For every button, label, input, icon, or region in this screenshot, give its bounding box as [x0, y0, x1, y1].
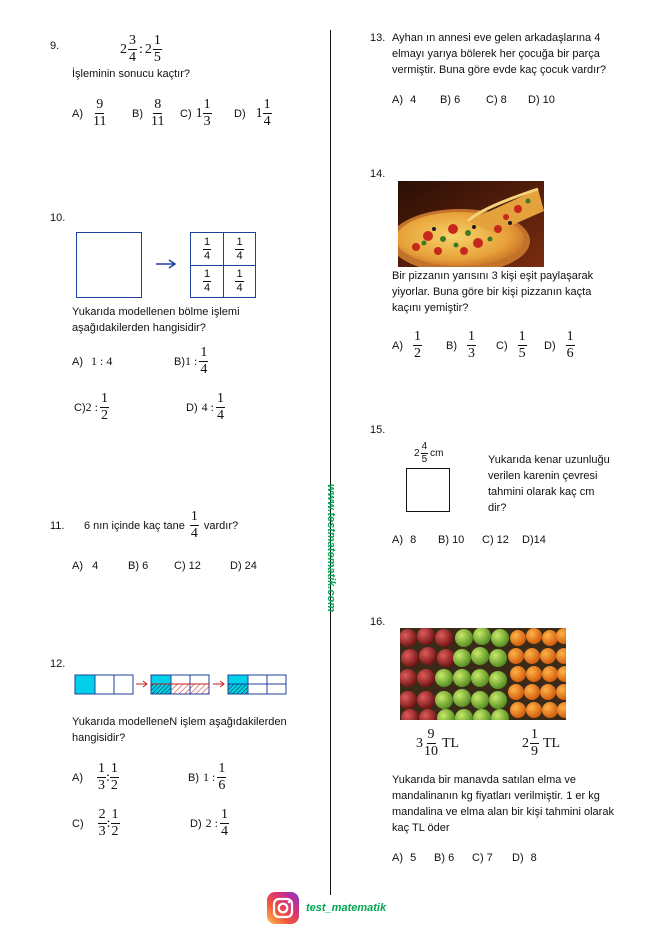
denominator: 3 [468, 346, 475, 361]
option-label: D) [234, 107, 246, 120]
option-label: B) [438, 534, 449, 546]
option-a[interactable] [72, 560, 98, 572]
numerator: 1 [100, 391, 108, 406]
option-label: A) [72, 107, 83, 120]
question-number: 9. [50, 40, 60, 52]
column-divider [330, 30, 331, 895]
option-c[interactable] [496, 330, 527, 361]
option-d[interactable] [512, 852, 537, 864]
option-label: A) [392, 339, 403, 352]
denominator: 6 [566, 346, 574, 361]
question-text-line2: yiyorlar. Buna göre bir kişi pizzanın kaçta [392, 286, 592, 298]
option-d[interactable] [190, 808, 229, 839]
question-text-line3: tahmini olarak kaç cm [488, 486, 595, 498]
option-label: C) [472, 852, 484, 864]
whole: 2 [120, 41, 127, 57]
option-value: 8 [410, 534, 417, 546]
question-text-line1: Yukarıda kenar uzunluğu [488, 454, 610, 466]
option-label: D) [544, 339, 556, 352]
option-value: 6 [142, 560, 149, 572]
numerator: 1 [566, 329, 574, 344]
fruits-image [400, 628, 566, 720]
denominator: 9 [531, 744, 538, 759]
option-d[interactable] [230, 560, 257, 572]
option-label: B) [128, 560, 139, 572]
denominator: 4 [216, 408, 224, 423]
instagram-icon[interactable] [266, 891, 300, 925]
denominator: 10 [424, 744, 438, 759]
option-value: 5 [410, 852, 417, 864]
numerator: 1 [110, 761, 118, 776]
whole: 3 [416, 735, 423, 751]
numerator: 1 [236, 235, 243, 248]
question-text-line3: vermiştir. Buna göre evde kaç çocuk vardır? [392, 64, 606, 76]
denominator: 4 [200, 362, 208, 377]
denominator: 11 [151, 114, 165, 129]
instagram-handle[interactable]: test_matematik [306, 902, 387, 914]
option-b[interactable] [174, 346, 208, 377]
option-label: A) [392, 534, 403, 546]
question-16 [370, 614, 660, 874]
option-value: 24 [244, 560, 257, 572]
option-d[interactable] [528, 94, 555, 106]
numerator: 8 [154, 97, 162, 112]
option-label: B) [188, 771, 199, 784]
option-prefix: 4 : [201, 400, 214, 414]
question-text-line2: hangisidir? [72, 732, 126, 744]
option-label: A) [72, 560, 83, 572]
option-a[interactable] [392, 852, 416, 864]
denominator: 3 [98, 778, 105, 793]
option-b[interactable] [434, 852, 454, 864]
denominator: 6 [218, 778, 226, 793]
numerator: 9 [427, 727, 435, 742]
question-text-line2: elmayı yarıya bölerek her çocuğa bir parça [392, 48, 600, 60]
denominator: 5 [153, 50, 161, 65]
whole: 2 [144, 41, 152, 57]
whole: 2 [414, 448, 420, 459]
numerator: 1 [218, 761, 226, 776]
mandarin-price [522, 728, 560, 759]
numerator: 4 [421, 441, 428, 452]
option-value: 10 [542, 94, 555, 106]
numerator: 1 [111, 807, 119, 822]
option-label: C) [180, 107, 192, 120]
option-c[interactable] [180, 98, 212, 129]
numerator: 1 [190, 509, 198, 524]
option-c[interactable] [472, 852, 493, 864]
operator: : [139, 41, 143, 57]
numerator: 1 [518, 329, 526, 344]
option-value: 12 [496, 534, 509, 546]
option-c[interactable] [482, 534, 509, 546]
numerator: 1 [203, 268, 211, 280]
denominator: 4 [203, 282, 211, 294]
option-b[interactable] [438, 534, 464, 546]
option-b[interactable] [440, 94, 460, 106]
option-label: B) [132, 107, 143, 120]
option-value: 6 [454, 94, 461, 106]
option-label: D) [186, 401, 198, 414]
numerator: 1 [414, 329, 421, 344]
option-label: B) [440, 94, 451, 106]
option-label: A) [392, 94, 403, 106]
option-value: 4 [410, 94, 417, 106]
option-prefix: 2 : [205, 816, 218, 830]
option-label: B) [434, 852, 445, 864]
option-value: 10 [452, 534, 465, 546]
question-number: 15. [370, 424, 386, 436]
option-value: 8 [530, 852, 537, 864]
operator: : [106, 769, 110, 785]
denominator: 4 [263, 114, 271, 129]
option-b[interactable] [128, 560, 148, 572]
grid-cell [223, 232, 256, 266]
side-length-label [414, 442, 443, 465]
denominator: 4 [220, 824, 228, 839]
question-text-line1: Yukarıda modelleneN işlem aşağıdakilerden [72, 716, 287, 728]
numerator: 3 [129, 33, 136, 48]
operator: : [106, 815, 111, 831]
question-text-line4: dir? [488, 502, 507, 514]
question-15 [370, 424, 660, 554]
option-label: D) [230, 560, 242, 572]
arrow-icon [154, 258, 178, 270]
numerator: 9 [96, 97, 104, 112]
option-label: D) [190, 817, 202, 830]
question-text-line1: Yukarıda modellenen bölme işlemi [72, 306, 240, 318]
option-a[interactable] [72, 98, 106, 129]
question-number: 14. [370, 168, 386, 180]
question-text-line2: verilen karenin çevresi [488, 470, 598, 482]
option-label: A) [72, 771, 83, 784]
denominator: 3 [98, 824, 106, 839]
numerator: 1 [203, 97, 211, 112]
whole: 1 [195, 105, 203, 121]
option-d[interactable] [544, 330, 575, 361]
option-label: A) [392, 852, 403, 864]
denominator: 11 [93, 114, 107, 129]
question-text-line1: Yukarıda bir manavda satılan elma ve [392, 774, 577, 786]
whole: 2 [522, 735, 529, 751]
option-label: C) [486, 94, 498, 106]
text-after: vardır? [203, 519, 239, 532]
grid-cell [190, 265, 224, 298]
question-9 [50, 28, 320, 138]
grid-cell [223, 265, 256, 298]
denominator: 4 [236, 282, 243, 294]
question-number: 13. [370, 32, 386, 44]
option-text: 1 : 4 [91, 354, 113, 368]
square-shape [406, 468, 450, 512]
denominator: 2 [414, 346, 421, 361]
option-value: 8 [500, 94, 507, 106]
option-value: 4 [92, 560, 99, 572]
option-a[interactable] [392, 534, 416, 546]
denominator: 3 [203, 114, 211, 129]
option-prefix: 2 : [85, 400, 98, 414]
denominator: 4 [236, 249, 243, 262]
numerator: 1 [236, 268, 243, 280]
numerator: 2 [98, 807, 106, 822]
question-text-line3: mandalina ve elma alan bir kişi tahmini olarak [392, 806, 614, 818]
numerator: 1 [531, 727, 538, 742]
option-a[interactable] [392, 330, 422, 361]
option-value: 6 [448, 852, 455, 864]
option-b[interactable] [132, 98, 164, 129]
option-c[interactable] [74, 392, 109, 423]
question-text-line1: Ayhan ın annesi eve gelen arkadaşlarına 4 [392, 32, 601, 44]
option-label: B) [446, 339, 457, 352]
option-label: D) [512, 852, 524, 864]
question-text-line1: Bir pizzanın yarısını 3 kişi eşit paylaşarak [392, 270, 594, 282]
numerator: 1 [263, 97, 271, 112]
unit: TL [543, 735, 561, 751]
grid-cell [190, 232, 224, 266]
question-number: 11. [50, 520, 65, 532]
numerator: 1 [216, 391, 224, 406]
option-c[interactable] [486, 94, 507, 106]
question-number: 12. [50, 658, 66, 670]
option-value: 7 [486, 852, 493, 864]
option-b[interactable] [188, 762, 226, 793]
option-prefix: 1 : [185, 354, 198, 368]
question-13 [370, 32, 660, 112]
denominator: 4 [203, 249, 211, 262]
text-before: 6 nın içinde kaç tane [84, 519, 185, 532]
quarters-grid [190, 232, 256, 298]
watermark-text: www.testmatematik.com [325, 484, 337, 612]
numerator: 1 [220, 807, 228, 822]
denominator: 2 [110, 778, 118, 793]
option-label: C) [72, 817, 84, 830]
denominator: 4 [190, 526, 198, 541]
apple-price [416, 728, 459, 759]
question-text-line4: kaç TL öder [392, 822, 450, 834]
denominator: 2 [111, 824, 119, 839]
option-a[interactable] [392, 94, 416, 106]
option-value: 14 [533, 534, 546, 546]
question-text: İşleminin sonucu kaçtır? [72, 68, 190, 80]
option-b[interactable] [446, 330, 476, 361]
option-c[interactable] [72, 808, 120, 839]
question-14 [370, 166, 660, 366]
numerator: 1 [98, 761, 105, 776]
unit: cm [430, 448, 444, 459]
option-label: A) [72, 355, 83, 368]
denominator: 5 [518, 346, 526, 361]
numerator: 1 [468, 329, 475, 344]
unit: TL [442, 735, 460, 751]
question-number: 10. [50, 212, 66, 224]
fraction-bar-model [74, 674, 290, 696]
numerator: 1 [200, 345, 208, 360]
option-label: C) [482, 534, 494, 546]
option-label: D) [528, 94, 540, 106]
option-d[interactable] [234, 98, 272, 129]
option-label: C) [174, 560, 186, 572]
denominator: 5 [421, 454, 428, 465]
question-number: 16. [370, 616, 386, 628]
question-text-line3: kaçını yemiştir? [392, 302, 469, 314]
option-a[interactable] [72, 762, 119, 793]
option-label: B) [174, 355, 185, 368]
option-label: D) [522, 534, 534, 546]
numerator: 1 [153, 33, 161, 48]
option-label: C) [496, 339, 508, 352]
question-11 [50, 508, 320, 578]
watermark [316, 478, 346, 618]
footer [266, 890, 386, 926]
numerator: 1 [203, 235, 211, 248]
denominator: 2 [100, 408, 108, 423]
division-expression [120, 34, 162, 65]
whole-square [76, 232, 142, 298]
denominator: 4 [129, 50, 136, 65]
question-12 [50, 656, 325, 846]
question-text [84, 510, 238, 541]
option-prefix: 1 : [203, 770, 216, 784]
question-text-line2: mandalinanın kg fiyatları verilmiştir. 1 er kg [392, 790, 600, 802]
option-c[interactable] [174, 560, 201, 572]
question-text-line2: aşağıdakilerden hangisidir? [72, 322, 206, 334]
option-label: C) [74, 401, 86, 414]
option-value: 12 [188, 560, 201, 572]
pizza-image [398, 181, 544, 267]
whole: 1 [255, 105, 263, 121]
option-a[interactable] [72, 354, 112, 369]
question-10 [50, 212, 320, 432]
option-d[interactable] [522, 534, 546, 546]
option-d[interactable] [186, 392, 225, 423]
